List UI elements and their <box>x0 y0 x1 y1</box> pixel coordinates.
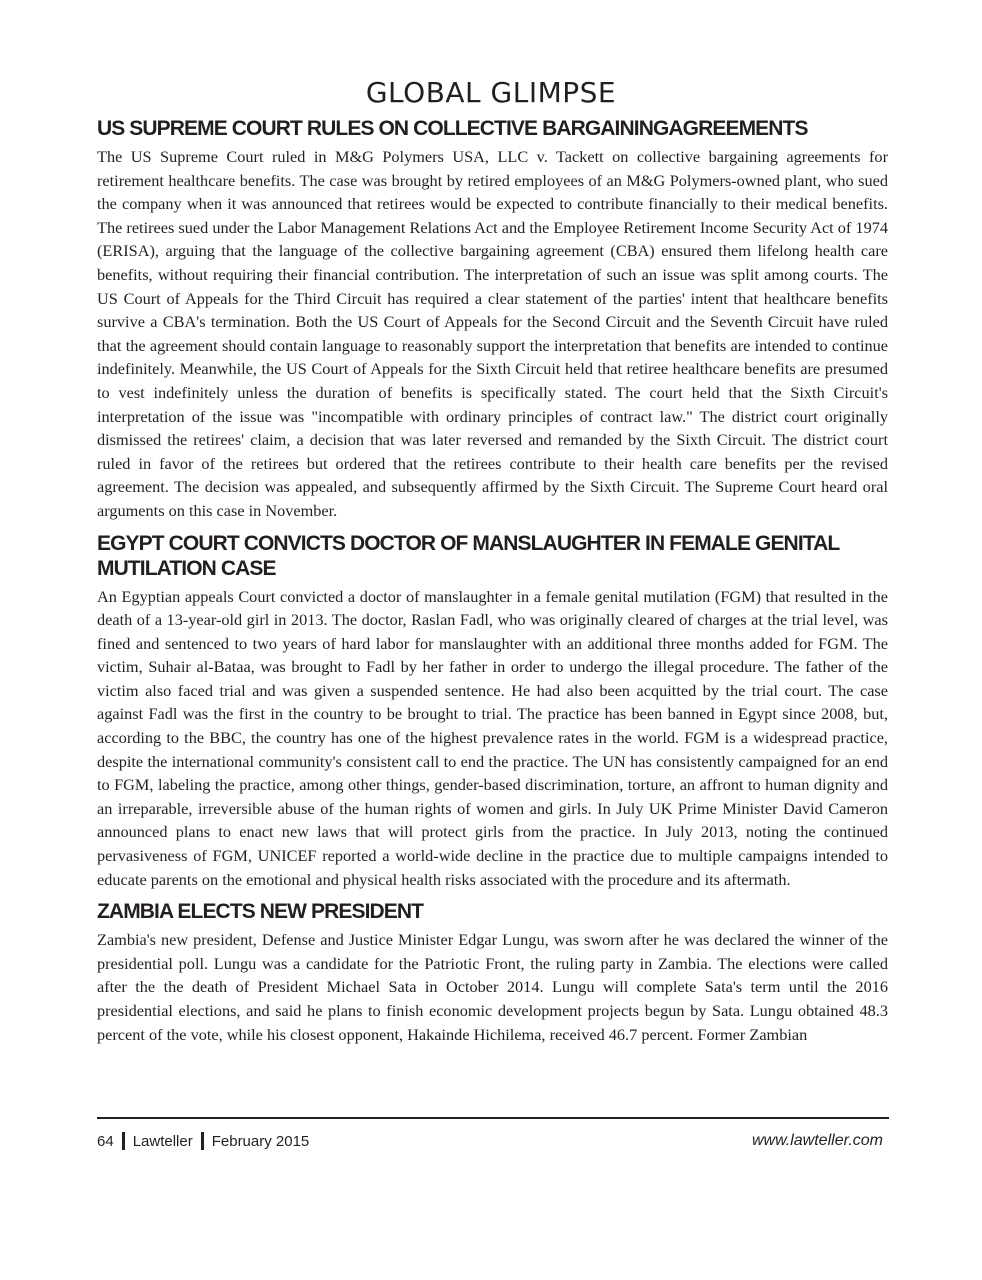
article-list <box>97 116 888 1054</box>
article-heading: US SUPREME COURT RULES ON COLLECTIVE BARGAININGAGREEMENTS <box>97 117 808 140</box>
page-footer <box>97 1132 883 1150</box>
article-body: The US Supreme Court ruled in M&G Polymers USA, LLC v. Tackett on collective bargaining agreements for retirement healthcare benefits. The case was brought by retired employees of an M&G Polymers-owned plant, who sued the company when it was announced that retirees would be expected to contribute financially to their medical benefits. The retirees sued under the Labor Management Relations Act and the Employee Retirement Income Security Act of 1974 (ERISA), arguing that the language of the collective bargaining agreement (CBA) ensured them lifelong health care benefits, without requiring their financial contribution. The interpretation of such an issue was split among courts. The US Court of Appeals for the Third Circuit has required a clear statement of the parties' intent that healthcare benefits survive a CBA's termination. Both the US Court of Appeals for the Second Circuit and the Seventh Circuit have ruled that the agreement should contain language to reasonably support the interpretation that benefits are intended to continue indefinitely. Meanwhile, the US Court of Appeals for the Sixth Circuit held that retiree healthcare benefits are presumed to vest indefinitely unless the duration of benefits is specifically stated. The court held that the Sixth Circuit's interpretation of the issue was "incompatible with ordinary principles of contract law." The district court originally dismissed the retirees' claim, a decision that was later reversed and remanded by the Sixth Circuit. The district court ruled in favor of the retirees but ordered that the retirees contribute to their health care benefits per the revised agreement. The decision was appealed, and subsequently affirmed by the Sixth Circuit. The Supreme Court heard oral arguments on this case in November. <box>97 147 888 520</box>
section-title: GLOBAL GLIMPSE <box>365 76 617 109</box>
article-heading: ZAMBIA ELECTS NEW PRESIDENT <box>97 900 424 924</box>
separator-bar <box>201 1132 204 1150</box>
website-link[interactable]: www.lawteller.com <box>752 1132 883 1149</box>
article-heading: EGYPT COURT CONVICTS DOCTOR OF MANSLAUGHTER IN FEMALE GENITAL MUTILATION CASE <box>97 531 839 580</box>
article-body: Zambia's new president, Defense and Justice Minister Edgar Lungu, was sworn after he was declared the winner of the presidential poll. Lungu was a candidate for the Patriotic Front, the ruling party in Zambia. The elections were called after the the death of President Michael Sata in October 2014. Lungu will complete Sata's term until the 2016 presidential elections, and said he plans to finish economic development projects begun by Sata. Lungu obtained 48.3 percent of the vote, while his closest opponent, Hakainde Hichilema, received 46.7 percent. Former Zambian <box>97 930 888 1044</box>
article-us-supreme-court <box>97 116 888 523</box>
page-number: 64 <box>97 1132 114 1150</box>
article-egypt-fgm <box>97 531 888 892</box>
article-zambia-president <box>97 899 888 1046</box>
article-body: An Egyptian appeals Court convicted a doctor of manslaughter in a female genital mutilation (FGM) that resulted in the death of a 13-year-old girl in 2013. The doctor, Raslan Fadl, who was originally cleared of charges at the trial level, was fined and sentenced to two years of hard labor for manslaughter with an additional three months added for FGM. The victim, Suhair al-Bataa, was brought to Fadl by her father in order to undergo the illegal procedure. The father of the victim also faced trial and was given a suspended sentence. He had also been acquitted by the trial court. The case against Fadl was the first in the country to be brought to trial. The practice has been banned in Egypt since 2008, but, according to the BBC, the country has one of the highest prevalence rates in the world. FGM is a widespread practice, despite the international community's consistent call to end the practice. The UN has consistently campaigned for an end to FGM, labeling the practice, among other things, gender-based discrimination, torture, an affront to human dignity and an irreparable, irreversible abuse of the human rights of women and girls. In July UK Prime Minister David Cameron announced plans to enact new laws that will protect girls from the practice. In July 2013, noting the continued pervasiveness of FGM, UNICEF reported a world-wide decline in the practice due to multiple campaigns intended to educate parents on the emotional and physical health risks associated with the procedure and its aftermath. <box>97 586 888 889</box>
issue-date: February 2015 <box>211 1132 310 1150</box>
publication-name: Lawteller <box>132 1132 193 1150</box>
footer-divider <box>97 1117 889 1119</box>
separator-bar <box>122 1132 125 1150</box>
